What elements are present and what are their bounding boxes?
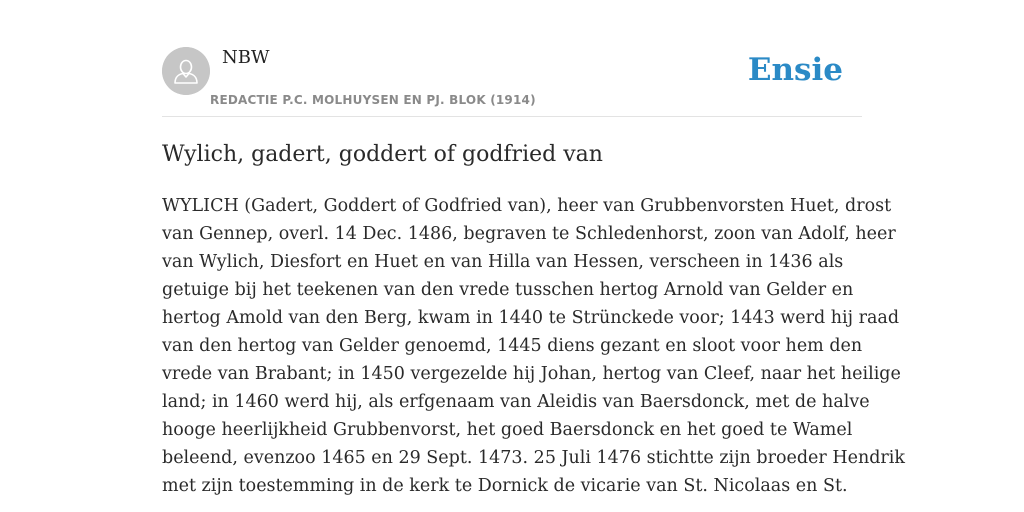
article-body-line: getuige bij het teekenen van den vrede tusschen hertog Arnold van Gelder en [162, 280, 854, 300]
brand-logo[interactable]: Ensie [747, 52, 843, 88]
article-body-line: van Wylich, Diesfort en Huet en van Hilla van Hessen, verscheen in 1436 als [162, 252, 844, 272]
article-header [162, 46, 862, 117]
article-body-line: WYLICH (Gadert, Goddert of Godfried van), heer van Grubbenvorsten Huet, drost [162, 196, 892, 216]
article-body-line: hertog Amold van den Berg, kwam in 1440 te Strünckede voor; 1443 werd hij raad [162, 308, 900, 328]
article-body-line: land; in 1460 werd hij, als erfgenaam van Aleidis van Baersdonck, met de halve [162, 392, 870, 412]
byline: REDACTIE P.C. MOLHUYSEN EN PJ. BLOK (1914) [210, 93, 536, 107]
article-body-line: hooge heerlijkheid Grubbenvorst, het goed Baersdonck en het goed te Wamel [162, 420, 853, 440]
article-body [162, 192, 905, 500]
user-silhouette-icon[interactable] [162, 47, 210, 95]
article-body-line: met zijn toestemming in de kerk te Dornick de vicarie van St. Nicolaas en St. [162, 476, 848, 496]
article-body-line: van den hertog van Gelder genoemd, 1445 diens gezant en sloot voor hem den [162, 336, 863, 356]
article-body-line: van Gennep, overl. 14 Dec. 1486, begraven te Schledenhorst, zoon van Adolf, heer [162, 224, 896, 244]
avatar-svg [162, 47, 210, 95]
author-name[interactable]: NBW [222, 47, 270, 68]
article-body-line: beleend, evenzoo 1465 en 29 Sept. 1473. 25 Juli 1476 stichtte zijn broeder Hendrik [162, 448, 905, 468]
article-body-line: vrede van Brabant; in 1450 vergezelde hij Johan, hertog van Cleef, naar het heilige [162, 364, 901, 384]
article-title: Wylich, gadert, goddert of godfried van [162, 142, 603, 167]
